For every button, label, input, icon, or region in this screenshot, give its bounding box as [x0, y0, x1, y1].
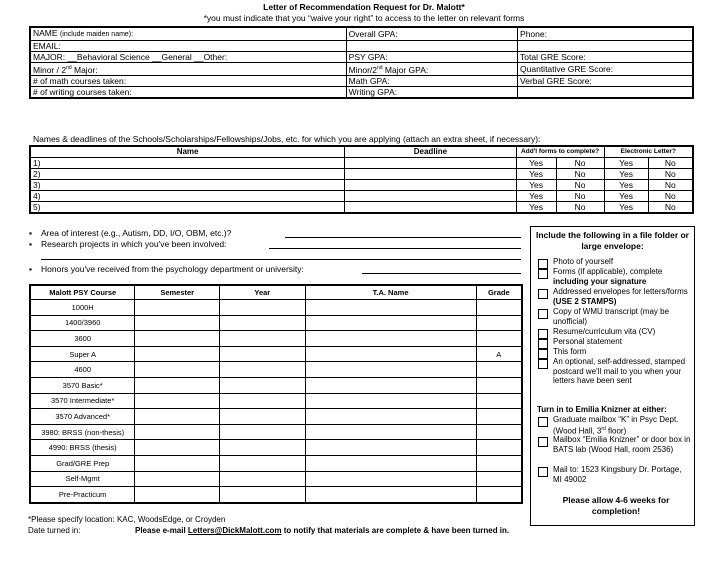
course-row [30, 362, 522, 378]
location-footnote: *Please specify location: KAC, WoodsEdge, or Croyden [28, 515, 226, 524]
waiver-note: *you must indicate that you “waive your right” to access to the letter on relevant forms [203, 13, 525, 23]
course-name: 1400/3960 [30, 315, 135, 331]
research-question: Research projects in which you've been involved: [41, 239, 227, 249]
course-row [30, 487, 522, 503]
writing-courses-field[interactable]: # of writing courses taken: [30, 86, 346, 98]
graduate-mailbox-label: Graduate mailbox “K” in Psyc Dept. (Wood Hall, 3rd floor) [553, 415, 679, 436]
school-row [30, 169, 693, 180]
col-ta: T.A. Name [305, 285, 476, 300]
school-name[interactable]: 1) [30, 158, 345, 169]
email-notice: Please e-mail Letters@DickMalott.com to notify that materials are complete & have been turned in. [135, 526, 510, 535]
course-row [30, 440, 522, 456]
course-row [30, 315, 522, 331]
ta-cell[interactable] [305, 331, 476, 347]
course-name: 3570 Basic* [30, 377, 135, 393]
major-field[interactable]: MAJOR: __Behavioral Science __General __Other: [30, 52, 346, 63]
photo-checkbox[interactable] [538, 259, 548, 269]
psy-gpa-field[interactable]: PSY GPA: [346, 52, 517, 63]
course-name: 3570 Advanced* [30, 409, 135, 425]
honors-question: Honors you've received from the psychology department or university: [41, 264, 304, 274]
course-name: 3570 Intermediate* [30, 393, 135, 409]
ta-cell[interactable] [305, 300, 476, 316]
verbal-gre-field[interactable]: Verbal GRE Score: [518, 75, 693, 86]
course-name: Pre-Practicum [30, 487, 135, 503]
research-answer-line-2[interactable] [41, 259, 521, 260]
semester-cell[interactable] [135, 487, 220, 503]
minor-gpa-field[interactable]: Minor/2nd Major GPA: [346, 63, 517, 76]
grade-cell[interactable] [476, 393, 522, 409]
addl-yes[interactable]: Yes [516, 191, 556, 202]
quant-gre-field[interactable]: Quantitative GRE Score: [518, 63, 693, 76]
name-field[interactable]: NAME (include maiden name): [30, 27, 346, 41]
course-row [30, 346, 522, 362]
mail-checkbox[interactable] [538, 467, 548, 477]
course-name: Super A [30, 346, 135, 362]
course-row [30, 300, 522, 316]
submission-checklist [530, 226, 695, 526]
electronic-yes[interactable]: Yes [604, 180, 648, 191]
electronic-no[interactable]: No [648, 180, 693, 191]
course-row [30, 409, 522, 425]
checklist-title: Include the following in a file folder or large envelope: [535, 230, 689, 251]
total-gre-field[interactable]: Total GRE Score: [518, 52, 693, 63]
electronic-no[interactable]: No [648, 169, 693, 180]
year-cell[interactable] [220, 346, 306, 362]
grade-cell[interactable] [476, 440, 522, 456]
col-course: Malott PSY Course [30, 285, 135, 300]
semester-cell[interactable] [135, 377, 220, 393]
semester-cell[interactable] [135, 440, 220, 456]
overall-gpa-field[interactable]: Overall GPA: [346, 27, 517, 41]
course-name: 4990: BRSS (thesis) [30, 440, 135, 456]
statement-checkbox[interactable] [538, 339, 548, 349]
addl-yes[interactable]: Yes [516, 169, 556, 180]
ta-cell[interactable] [305, 362, 476, 378]
grade-cell[interactable] [476, 377, 522, 393]
postcard-label: An optional, self-addressed, stamped postcard we'll mail to you when your letters have been sent [553, 357, 686, 386]
email-field[interactable]: EMAIL: [30, 41, 346, 52]
col-deadline: Deadline [345, 146, 516, 158]
forms-label: Forms (if applicable), complete including your signature [553, 267, 663, 286]
photo-label: Photo of yourself [553, 257, 614, 266]
mail-label: Mail to: 1523 Kingsbury Dr. Portage, MI 49002 [553, 465, 682, 484]
minor-field[interactable]: Minor / 2nd Major: [30, 63, 346, 76]
year-cell[interactable] [220, 455, 306, 471]
addl-no[interactable]: No [556, 180, 604, 191]
ta-cell[interactable] [305, 346, 476, 362]
email-link[interactable]: Letters@DickMalott.com [187, 526, 282, 535]
school-name[interactable]: 4) [30, 191, 345, 202]
school-name[interactable]: 5) [30, 202, 345, 214]
grade-cell[interactable] [476, 424, 522, 440]
semester-cell[interactable] [135, 393, 220, 409]
courses-table [29, 284, 523, 504]
interest-answer-line[interactable] [285, 237, 521, 238]
col-electronic: Electronic Letter? [604, 146, 693, 158]
ta-cell[interactable] [305, 424, 476, 440]
course-row [30, 377, 522, 393]
student-info-table [29, 26, 694, 99]
ta-cell[interactable] [305, 393, 476, 409]
bullet-questions [29, 228, 529, 278]
ta-cell[interactable] [305, 315, 476, 331]
resume-checkbox[interactable] [538, 329, 548, 339]
year-cell[interactable] [220, 377, 306, 393]
year-cell[interactable] [220, 393, 306, 409]
year-cell[interactable] [220, 471, 306, 487]
school-name[interactable]: 3) [30, 180, 345, 191]
semester-cell[interactable] [135, 455, 220, 471]
col-name: Name [30, 146, 345, 158]
school-row [30, 158, 693, 169]
semester-cell[interactable] [135, 300, 220, 316]
col-grade: Grade [476, 285, 522, 300]
grade-cell[interactable]: A [476, 346, 522, 362]
semester-cell[interactable] [135, 409, 220, 425]
course-row [30, 471, 522, 487]
school-row [30, 191, 693, 202]
electronic-yes[interactable]: Yes [604, 169, 648, 180]
course-row [30, 393, 522, 409]
course-name: 3980: BRSS (non-thesis) [30, 424, 135, 440]
writing-gpa-field[interactable]: Writing GPA: [346, 86, 517, 98]
grade-cell[interactable] [476, 331, 522, 347]
grade-cell[interactable] [476, 362, 522, 378]
course-name: Self-Mgmt [30, 471, 135, 487]
electronic-yes[interactable]: Yes [604, 202, 648, 214]
semester-cell[interactable] [135, 471, 220, 487]
transcript-checkbox[interactable] [538, 309, 548, 319]
school-deadline[interactable] [345, 158, 516, 169]
math-courses-field[interactable]: # of math courses taken: [30, 75, 346, 86]
year-cell[interactable] [220, 362, 306, 378]
phone-field[interactable]: Phone: [518, 27, 693, 41]
school-deadline[interactable] [345, 169, 516, 180]
turnin-title: Turn in to Emilia Knizner at either: [537, 405, 667, 414]
course-row [30, 424, 522, 440]
semester-cell[interactable] [135, 346, 220, 362]
year-cell[interactable] [220, 331, 306, 347]
course-row [30, 455, 522, 471]
year-cell[interactable] [220, 440, 306, 456]
course-name: 1000H [30, 300, 135, 316]
grade-cell[interactable] [476, 300, 522, 316]
grade-cell[interactable] [476, 471, 522, 487]
schools-caption: Names & deadlines of the Schools/Scholarships/Fellowships/Jobs, etc. for which you are applying (attach an extra sheet, if necessary): [33, 134, 541, 144]
ta-cell[interactable] [305, 471, 476, 487]
course-name: Grad/GRE Prep [30, 455, 135, 471]
addl-yes[interactable]: Yes [516, 202, 556, 214]
semester-cell[interactable] [135, 315, 220, 331]
date-turned-in: Date turned in: [28, 526, 81, 535]
addl-yes[interactable]: Yes [516, 158, 556, 169]
interest-question: Area of interest (e.g., Autism, DD, I/O, OBM, etc.)? [41, 228, 232, 238]
year-cell[interactable] [220, 300, 306, 316]
ta-cell[interactable] [305, 377, 476, 393]
year-cell[interactable] [220, 424, 306, 440]
school-deadline[interactable] [345, 202, 516, 214]
semester-cell[interactable] [135, 362, 220, 378]
grade-cell[interactable] [476, 315, 522, 331]
year-cell[interactable] [220, 487, 306, 503]
school-row [30, 180, 693, 191]
addl-no[interactable]: No [556, 169, 604, 180]
ta-cell[interactable] [305, 409, 476, 425]
grade-cell[interactable] [476, 409, 522, 425]
electronic-no[interactable]: No [648, 202, 693, 214]
school-deadline[interactable] [345, 180, 516, 191]
math-gpa-field[interactable]: Math GPA: [346, 75, 517, 86]
grade-cell[interactable] [476, 455, 522, 471]
research-answer-line[interactable] [269, 248, 521, 249]
school-name[interactable]: 2) [30, 169, 345, 180]
bullet-marker: ▪ [29, 264, 33, 274]
schools-table [29, 145, 694, 214]
bullet-marker: ▪ [29, 228, 33, 238]
page-title: Letter of Recommendation Request for Dr. Malott* [263, 2, 465, 12]
semester-cell[interactable] [135, 331, 220, 347]
school-row [30, 202, 693, 214]
addl-yes[interactable]: Yes [516, 180, 556, 191]
course-name: 4600 [30, 362, 135, 378]
resume-label: Resume/curriculum vita (CV) [553, 327, 656, 336]
transcript-label: Copy of WMU transcript (may be unofficial) [553, 307, 670, 326]
envelopes-label: Addressed envelopes for letters/forms (USE 2 STAMPS) [553, 287, 688, 306]
electronic-no[interactable]: No [648, 191, 693, 202]
school-deadline[interactable] [345, 191, 516, 202]
bullet-marker: ▪ [29, 239, 33, 249]
col-semester: Semester [135, 285, 220, 300]
postcard-checkbox[interactable] [538, 359, 548, 369]
course-name: 3600 [30, 331, 135, 347]
semester-cell[interactable] [135, 424, 220, 440]
electronic-no[interactable]: No [648, 158, 693, 169]
electronic-yes[interactable]: Yes [604, 158, 648, 169]
statement-label: Personal statement [553, 337, 622, 346]
col-addl-forms: Add'l forms to complete? [516, 146, 604, 158]
bats-mailbox-label: Mailbox “Emilia Knizner” or door box in BATS lab (Wood Hall, room 2536) [553, 435, 691, 454]
addl-no[interactable]: No [556, 202, 604, 214]
honors-answer-line[interactable] [362, 273, 521, 274]
ta-cell[interactable] [305, 487, 476, 503]
thisform-checkbox[interactable] [538, 349, 548, 359]
ta-cell[interactable] [305, 440, 476, 456]
year-cell[interactable] [220, 315, 306, 331]
graduate-mailbox-checkbox[interactable] [538, 417, 548, 427]
col-year: Year [220, 285, 306, 300]
course-row [30, 331, 522, 347]
electronic-yes[interactable]: Yes [604, 191, 648, 202]
allow-notice: Please allow 4-6 weeks for completion! [562, 495, 670, 516]
bats-mailbox-checkbox[interactable] [538, 437, 548, 447]
addl-no[interactable]: No [556, 158, 604, 169]
year-cell[interactable] [220, 409, 306, 425]
ta-cell[interactable] [305, 455, 476, 471]
grade-cell[interactable] [476, 487, 522, 503]
envelopes-checkbox[interactable] [538, 289, 548, 299]
addl-no[interactable]: No [556, 191, 604, 202]
thisform-label: This form [553, 347, 587, 356]
forms-checkbox[interactable] [538, 269, 548, 279]
